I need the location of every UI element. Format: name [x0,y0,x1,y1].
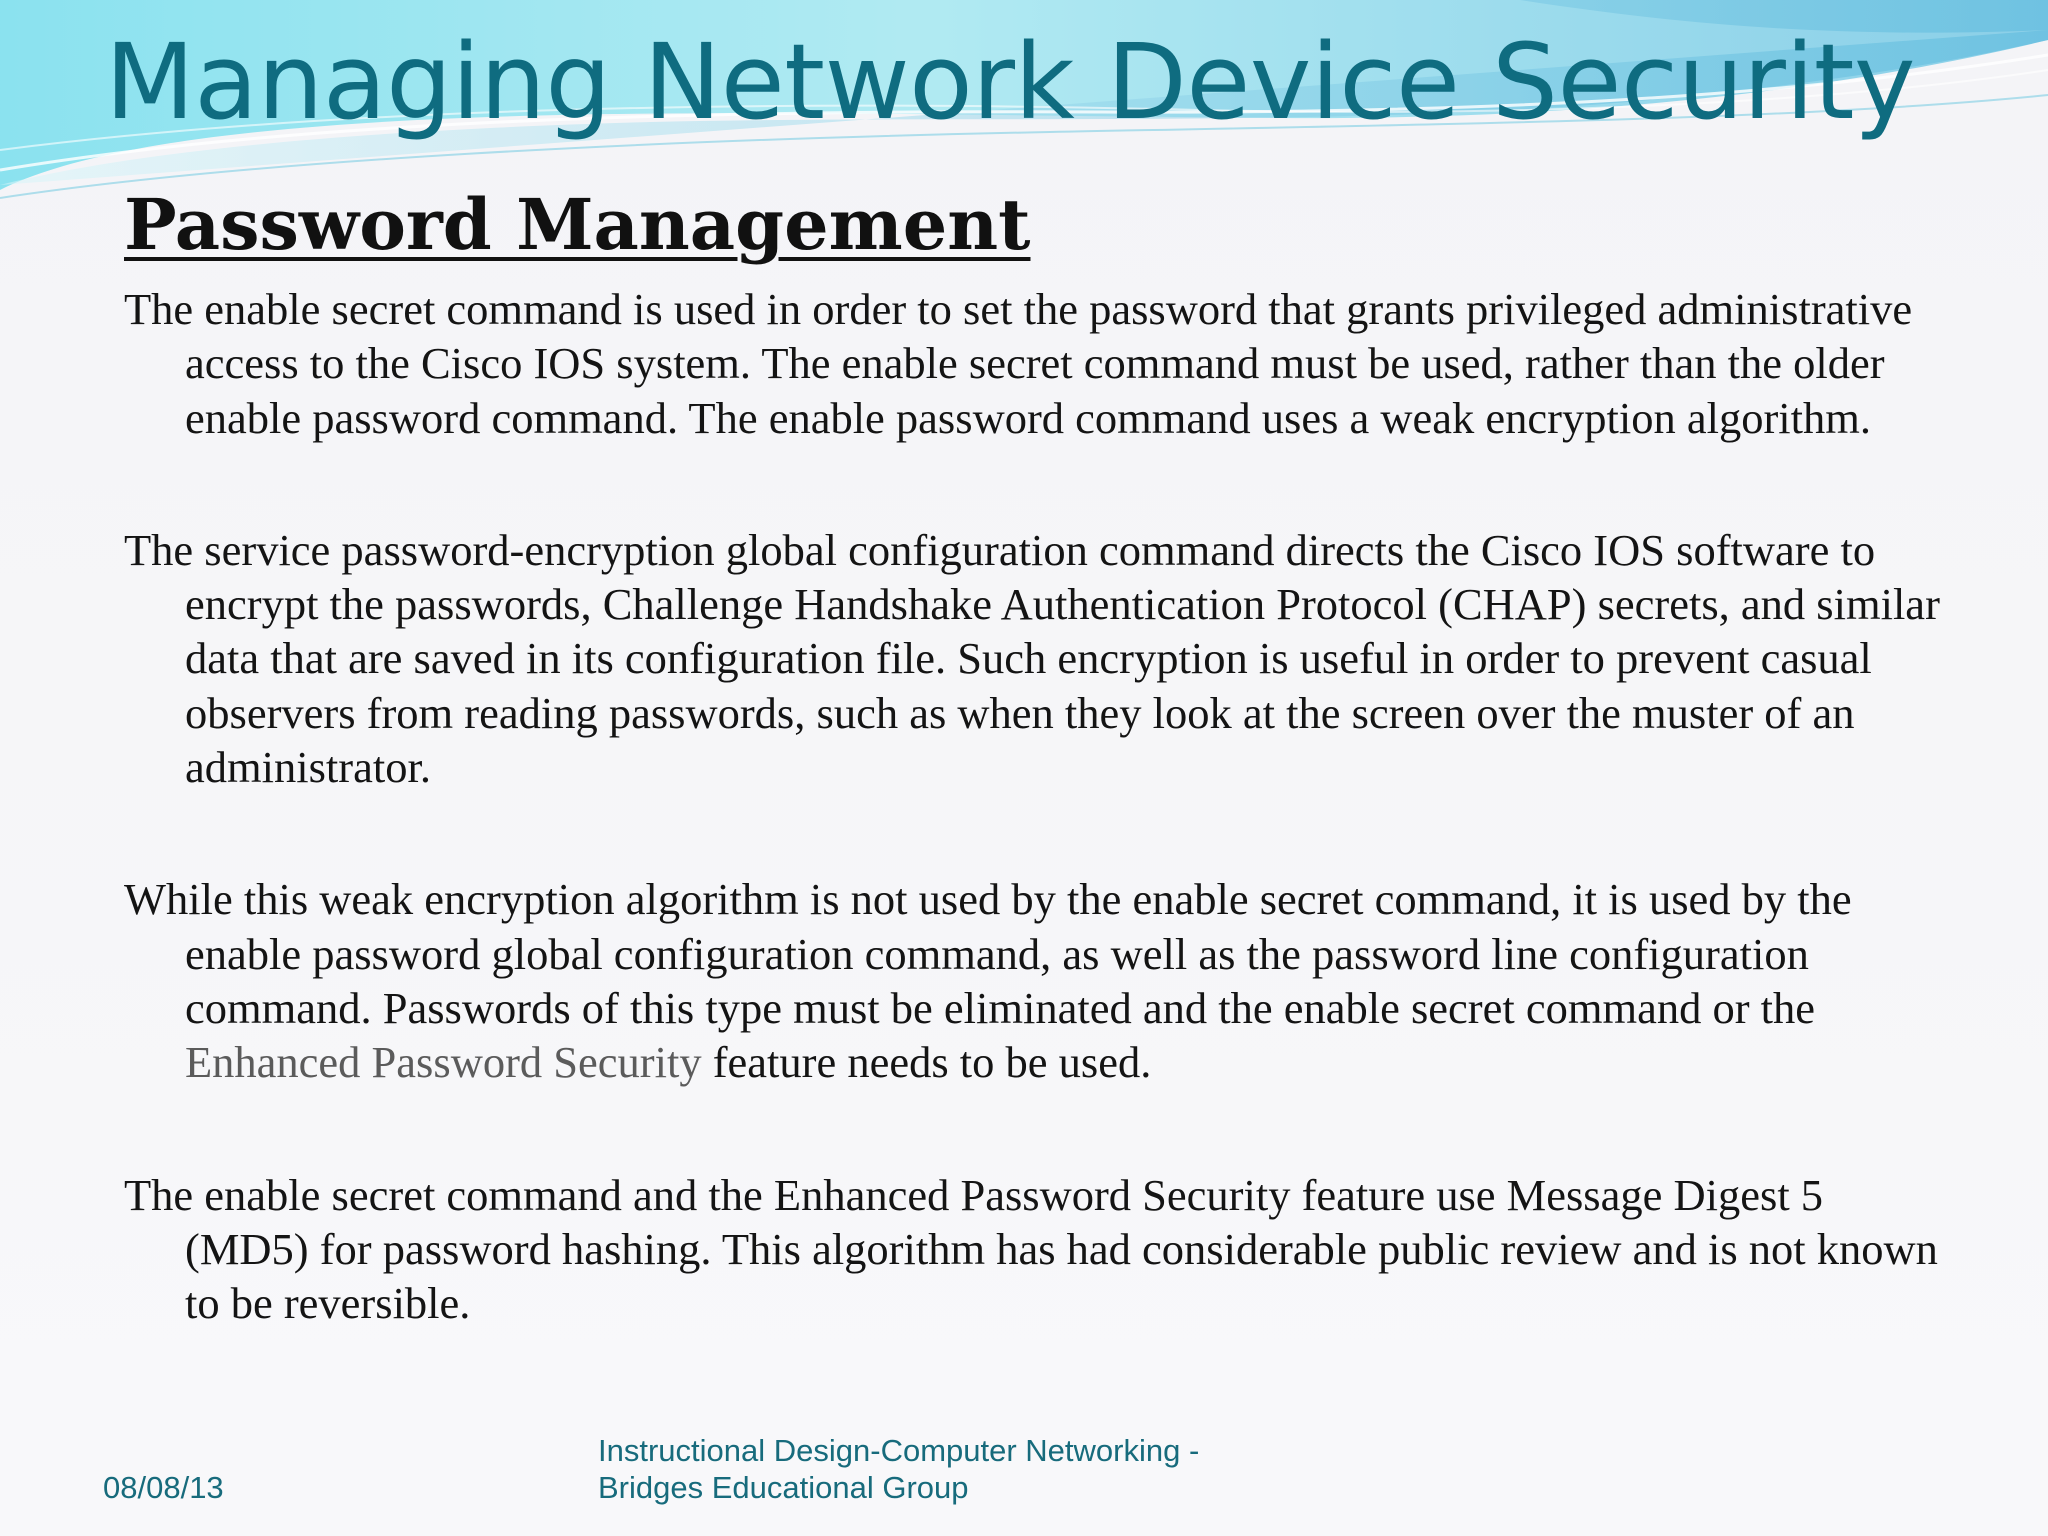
footer-org-line-2: Bridges Educational Group [598,1470,969,1505]
paragraph-weak-encryption-text: While this weak encryption algorithm is not used by the enable secret command, it is used by the enable password global configuration command, as well as the password line configuration command. Passwords of this type must be eliminated and the enable secret command or the [124,874,1852,1033]
paragraph-weak-encryption-tail: feature needs to be used. [701,1037,1152,1088]
enhanced-password-security-term: Enhanced Password Security [185,1037,702,1088]
slide-title: Managing Network Device Security [105,21,1916,143]
footer-date: 08/08/13 [103,1470,224,1505]
section-heading: Password Management [124,183,1031,266]
slide-body [124,282,1954,1408]
paragraph-service-password-encryption: The service password-encryption global configuration command directs the Cisco IOS software to encrypt the passwords, Challenge Handshake Authentication Protocol (CHAP) secrets, and similar data that are saved in its configuration file. Such encryption is useful in order to prevent casual observers from reading passwords, such as when they look at the screen over the muster of an administrator. [124,524,1940,793]
paragraph-weak-encryption [124,872,1954,1089]
paragraph-enable-secret: The enable secret command is used in order to set the password that grants privileged administrative access to the Cisco IOS system. The enable secret command must be used, rather than the older enable password command. The enable password command uses a weak encryption algorithm. [124,284,1913,443]
footer-organization [598,1432,1199,1506]
footer-org-line-1: Instructional Design-Computer Networking - [598,1433,1200,1468]
paragraph-md5: The enable secret command and the Enhanced Password Security feature use Message Digest 5 (MD5) for password hashing. This algorithm has had considerable public review and is not known to be reversible. [124,1169,1938,1329]
